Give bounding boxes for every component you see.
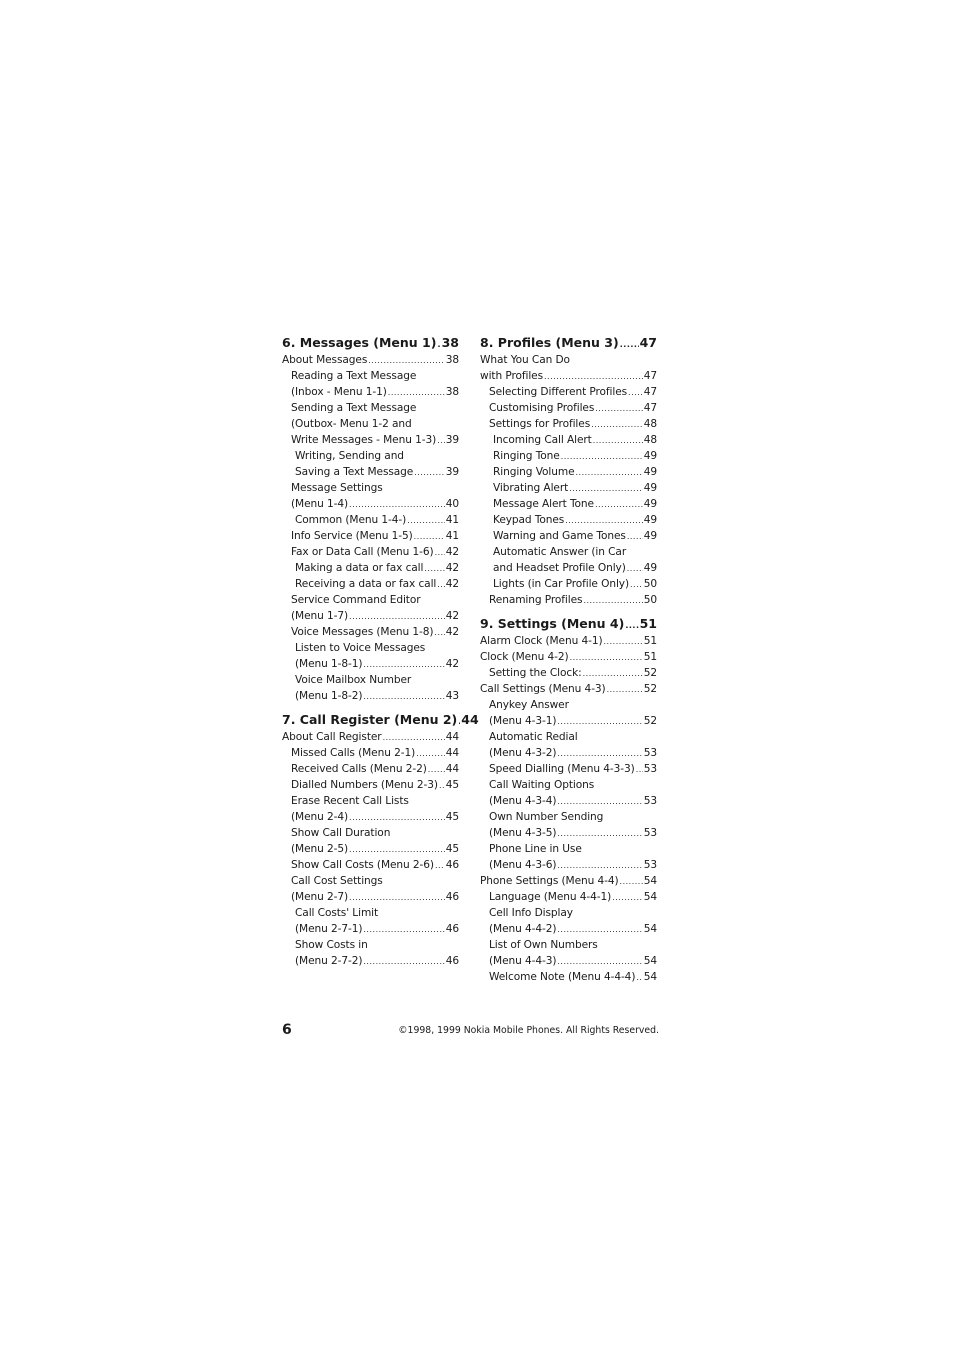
- dot-leader: [557, 746, 642, 762]
- page-ref: 48: [643, 434, 657, 446]
- toc-entry: [282, 624, 459, 640]
- page-ref: 42: [445, 626, 459, 638]
- page-ref: 45: [445, 811, 459, 823]
- toc-entry: [282, 729, 459, 745]
- entry-title: Welcome Note (Menu 4-4-4): [489, 971, 636, 983]
- page-ref: 49: [643, 514, 657, 526]
- toc-entry: [480, 352, 657, 368]
- dot-leader: [363, 657, 444, 673]
- dot-leader: [363, 922, 444, 938]
- page-ref: 53: [643, 827, 657, 839]
- toc-entry: [480, 592, 657, 608]
- page-ref: 39: [445, 466, 459, 478]
- dot-leader: [557, 714, 642, 730]
- toc-section-heading: [282, 711, 479, 729]
- entry-title: (Menu 4-3-5): [489, 827, 557, 839]
- toc-entry: [282, 464, 459, 480]
- entry-title: (Menu 4-3-2): [489, 747, 557, 759]
- toc-entry: [480, 416, 657, 432]
- toc-entry: [480, 665, 657, 681]
- toc-entry: [282, 576, 459, 592]
- dot-leader: [439, 778, 445, 794]
- toc-entry: [282, 841, 459, 857]
- toc-entry: [480, 921, 657, 937]
- dot-leader: [349, 842, 445, 858]
- entry-title: Customising Profiles: [489, 402, 595, 414]
- toc-entry: [282, 352, 459, 368]
- dot-leader: [388, 385, 445, 401]
- page-ref: 42: [445, 658, 459, 670]
- entry-title: Missed Calls (Menu 2-1): [291, 747, 416, 759]
- page-ref: 44: [445, 731, 459, 743]
- entry-title: Erase Recent Call Lists: [291, 795, 409, 807]
- toc-section-heading: [480, 615, 657, 633]
- entry-title: Call Cost Settings: [291, 875, 383, 887]
- entry-title: Vibrating Alert: [493, 482, 569, 494]
- dot-leader: [576, 465, 643, 481]
- entry-title: Show Costs in: [295, 939, 368, 951]
- dot-leader: [570, 650, 643, 666]
- entry-title: Incoming Call Alert: [493, 434, 592, 446]
- dot-leader: [583, 593, 642, 609]
- page-ref: 54: [643, 875, 657, 887]
- entry-title: Settings for Profiles: [489, 418, 591, 430]
- page-ref: 53: [643, 795, 657, 807]
- toc-entry: [282, 761, 459, 777]
- page-ref: 49: [643, 498, 657, 510]
- entry-title: Write Messages - Menu 1-3): [291, 434, 437, 446]
- toc-entry: [282, 416, 459, 432]
- entry-title: Reading a Text Message: [291, 370, 417, 382]
- dot-leader: [557, 922, 642, 938]
- toc-entry: [480, 697, 657, 713]
- entry-title: What You Can Do: [480, 354, 570, 366]
- dot-leader: [630, 577, 643, 593]
- toc-entry: [480, 761, 657, 777]
- entry-title: Dialled Numbers (Menu 2-3): [291, 779, 438, 791]
- toc-entry: [480, 793, 657, 809]
- page-ref: 46: [445, 891, 459, 903]
- page-ref: 44: [445, 747, 459, 759]
- entry-title: Making a data or fax call: [295, 562, 424, 574]
- entry-title: Message Alert Tone: [493, 498, 594, 510]
- toc-left-column: [282, 334, 479, 969]
- page-ref: 47: [643, 402, 657, 414]
- page-number: 6: [282, 1022, 292, 1038]
- dot-leader: [437, 336, 440, 354]
- page-ref: 54: [643, 971, 657, 983]
- entry-title: (Menu 4-3-1): [489, 715, 557, 727]
- dot-leader: [407, 513, 445, 529]
- page-ref: 51: [643, 651, 657, 663]
- page-ref: 40: [445, 498, 459, 510]
- toc-entry: [480, 777, 657, 793]
- entry-title: Keypad Tones: [493, 514, 565, 526]
- entry-title: Clock (Menu 4-2): [480, 651, 569, 663]
- toc-entry: [480, 400, 657, 416]
- dot-leader: [437, 433, 445, 449]
- page-ref: 49: [643, 450, 657, 462]
- entry-title: Writing, Sending and: [295, 450, 404, 462]
- dot-leader: [612, 890, 643, 906]
- toc-entry: [282, 528, 459, 544]
- toc-entry: [282, 640, 459, 656]
- page-ref: 49: [643, 562, 657, 574]
- dot-leader: [428, 762, 445, 778]
- dot-leader: [628, 385, 643, 401]
- section-title: 8. Profiles (Menu 3): [480, 335, 619, 350]
- entry-title: Renaming Profiles: [489, 594, 583, 606]
- page-ref: 52: [643, 683, 657, 695]
- copyright-notice: ©1998, 1999 Nokia Mobile Phones. All Rights Reserved.: [398, 1025, 659, 1036]
- toc-entry: [282, 809, 459, 825]
- section-title: 6. Messages (Menu 1): [282, 335, 437, 350]
- dot-leader: [368, 353, 444, 369]
- toc-entry: [480, 905, 657, 921]
- toc-entry: [480, 464, 657, 480]
- entry-title: Message Settings: [291, 482, 383, 494]
- toc-entry: [282, 608, 459, 624]
- entry-title: Automatic Answer (in Car: [493, 546, 627, 558]
- section-title: 7. Call Register (Menu 2): [282, 712, 458, 727]
- toc-section-heading: [282, 334, 459, 352]
- page-ref: 52: [643, 667, 657, 679]
- toc-entry: [282, 825, 459, 841]
- toc-entry: [480, 649, 657, 665]
- entry-title: Fax or Data Call (Menu 1-6): [291, 546, 434, 558]
- page-ref: 45: [445, 779, 459, 791]
- toc-entry: [282, 544, 459, 560]
- page-ref: 45: [445, 843, 459, 855]
- entry-title: Phone Settings (Menu 4-4): [480, 875, 619, 887]
- page-ref: 51: [639, 616, 657, 631]
- toc-entry: [480, 576, 657, 592]
- toc-entry: [480, 889, 657, 905]
- dot-leader: [435, 545, 445, 561]
- dot-leader: [349, 890, 445, 906]
- dot-leader: [363, 689, 444, 705]
- page-ref: 49: [643, 530, 657, 542]
- toc-entry: [282, 672, 459, 688]
- entry-title: Cell Info Display: [489, 907, 573, 919]
- dot-leader: [349, 609, 445, 625]
- dot-leader: [424, 561, 444, 577]
- toc-entry: [480, 560, 657, 576]
- entry-title: Received Calls (Menu 2-2): [291, 763, 427, 775]
- toc-entry: [480, 953, 657, 969]
- dot-leader: [620, 336, 639, 354]
- dot-leader: [595, 401, 642, 417]
- toc-entry: [480, 480, 657, 496]
- toc-entry: [282, 400, 459, 416]
- toc-entry: [282, 480, 459, 496]
- entry-title: (Menu 2-5): [291, 843, 349, 855]
- dot-leader: [583, 666, 643, 682]
- entry-title: About Call Register: [282, 731, 382, 743]
- page-ref: 54: [643, 955, 657, 967]
- dot-leader: [557, 826, 642, 842]
- toc-entry: [282, 368, 459, 384]
- dot-leader: [437, 577, 444, 593]
- entry-title: Call Settings (Menu 4-3): [480, 683, 606, 695]
- entry-title: (Inbox - Menu 1-1): [291, 386, 387, 398]
- dot-leader: [565, 513, 643, 529]
- entry-title: (Menu 4-4-2): [489, 923, 557, 935]
- entry-title: Listen to Voice Messages: [295, 642, 426, 654]
- entry-title: Automatic Redial: [489, 731, 578, 743]
- page-ref: 41: [445, 530, 459, 542]
- page-ref: 49: [643, 482, 657, 494]
- toc-entry: [480, 873, 657, 889]
- toc-entry: [480, 969, 657, 985]
- toc-entry: [480, 432, 657, 448]
- dot-leader: [414, 465, 445, 481]
- entry-title: and Headset Profile Only): [493, 562, 626, 574]
- entry-title: Call Costs' Limit: [295, 907, 379, 919]
- entry-title: with Profiles: [480, 370, 544, 382]
- dot-leader: [569, 481, 643, 497]
- dot-leader: [557, 794, 642, 810]
- entry-title: Voice Mailbox Number: [295, 674, 412, 686]
- toc-entry: [480, 528, 657, 544]
- page-ref: 52: [643, 715, 657, 727]
- entry-title: (Menu 4-3-6): [489, 859, 557, 871]
- toc-entry: [282, 921, 459, 937]
- page-ref: 46: [445, 859, 459, 871]
- dot-leader: [349, 810, 445, 826]
- dot-leader: [434, 625, 444, 641]
- toc-entry: [282, 512, 459, 528]
- toc-entry: [282, 592, 459, 608]
- entry-title: (Menu 2-4): [291, 811, 349, 823]
- entry-title: Own Number Sending: [489, 811, 604, 823]
- page-ref: 42: [445, 610, 459, 622]
- dot-leader: [625, 617, 638, 635]
- toc-entry: [480, 681, 657, 697]
- toc-entry: [282, 688, 459, 704]
- toc-entry: [480, 384, 657, 400]
- page-ref: 44: [461, 712, 479, 727]
- toc-entry: [480, 448, 657, 464]
- dot-leader: [544, 369, 643, 385]
- page-ref: 53: [643, 747, 657, 759]
- toc-entry: [480, 368, 657, 384]
- entry-title: (Menu 2-7-1): [295, 923, 363, 935]
- entry-title: Service Command Editor: [291, 594, 421, 606]
- entry-title: (Menu 1-7): [291, 610, 349, 622]
- page-ref: 42: [445, 562, 459, 574]
- dot-leader: [591, 417, 643, 433]
- toc-entry: [480, 841, 657, 857]
- dot-leader: [595, 497, 643, 513]
- entry-title: (Menu 2-7): [291, 891, 349, 903]
- entry-title: (Outbox- Menu 1-2 and: [291, 418, 412, 430]
- entry-title: Common (Menu 1-4-): [295, 514, 407, 526]
- toc-entry: [282, 905, 459, 921]
- page-ref: 49: [643, 466, 657, 478]
- entry-title: Speed Dialling (Menu 4-3-3): [489, 763, 635, 775]
- toc-entry: [480, 729, 657, 745]
- page-ref: 41: [445, 514, 459, 526]
- page-ref: 46: [445, 955, 459, 967]
- toc-entry: [480, 512, 657, 528]
- entry-title: Ringing Volume: [493, 466, 575, 478]
- toc-entry: [480, 825, 657, 841]
- page-ref: 38: [441, 335, 459, 350]
- page-ref: 39: [445, 434, 459, 446]
- entry-title: About Messages: [282, 354, 368, 366]
- entry-title: Call Waiting Options: [489, 779, 595, 791]
- toc-entry: [480, 544, 657, 560]
- entry-title: Sending a Text Message: [291, 402, 417, 414]
- entry-title: Show Call Costs (Menu 2-6): [291, 859, 434, 871]
- page-ref: 38: [445, 354, 459, 366]
- toc-entry: [282, 656, 459, 672]
- dot-leader: [349, 497, 445, 513]
- toc-entry: [282, 777, 459, 793]
- page-ref: 48: [643, 418, 657, 430]
- page-ref: 51: [643, 635, 657, 647]
- dot-leader: [604, 634, 643, 650]
- dot-leader: [557, 858, 642, 874]
- toc-entry: [282, 857, 459, 873]
- page-ref: 42: [445, 578, 459, 590]
- page-ref: 47: [643, 386, 657, 398]
- dot-leader: [627, 561, 643, 577]
- dot-leader: [416, 746, 445, 762]
- dot-leader: [593, 433, 643, 449]
- page-ref: 44: [445, 763, 459, 775]
- entry-title: Phone Line in Use: [489, 843, 582, 855]
- entry-title: (Menu 4-4-3): [489, 955, 557, 967]
- toc-entry: [480, 713, 657, 729]
- toc-entry: [480, 745, 657, 761]
- toc-entry: [282, 937, 459, 953]
- entry-title: (Menu 1-4): [291, 498, 349, 510]
- toc-entry: [282, 873, 459, 889]
- page-ref: 46: [445, 923, 459, 935]
- dot-leader: [414, 529, 445, 545]
- entry-title: Info Service (Menu 1-5): [291, 530, 413, 542]
- page-ref: 53: [643, 763, 657, 775]
- entry-title: Ringing Tone: [493, 450, 560, 462]
- dot-leader: [383, 730, 445, 746]
- toc-entry: [480, 496, 657, 512]
- entry-title: Selecting Different Profiles: [489, 386, 628, 398]
- entry-title: (Menu 4-3-4): [489, 795, 557, 807]
- dot-leader: [620, 874, 643, 890]
- dot-leader: [627, 529, 643, 545]
- dot-leader: [636, 762, 643, 778]
- entry-title: (Menu 2-7-2): [295, 955, 363, 967]
- toc-entry: [282, 953, 459, 969]
- entry-title: Warning and Game Tones: [493, 530, 626, 542]
- toc-right-column: [480, 334, 657, 985]
- dot-leader: [557, 954, 642, 970]
- toc-entry: [282, 432, 459, 448]
- toc-entry: [282, 745, 459, 761]
- page-ref: 42: [445, 546, 459, 558]
- dot-leader: [363, 954, 444, 970]
- dot-leader: [561, 449, 643, 465]
- dot-leader: [435, 858, 445, 874]
- toc-entry: [480, 633, 657, 649]
- page-ref: 50: [643, 594, 657, 606]
- entry-title: Receiving a data or fax call: [295, 578, 437, 590]
- toc-entry: [282, 384, 459, 400]
- toc-entry: [282, 793, 459, 809]
- entry-title: (Menu 1-8-2): [295, 690, 363, 702]
- page-ref: 54: [643, 891, 657, 903]
- toc-entry: [480, 857, 657, 873]
- toc-section-heading: [480, 334, 657, 352]
- page-ref: 38: [445, 386, 459, 398]
- entry-title: Lights (in Car Profile Only): [493, 578, 629, 590]
- toc-entry: [282, 448, 459, 464]
- page-ref: 47: [643, 370, 657, 382]
- entry-title: List of Own Numbers: [489, 939, 598, 951]
- entry-title: Setting the Clock:: [489, 667, 582, 679]
- entry-title: Anykey Answer: [489, 699, 569, 711]
- section-title: 9. Settings (Menu 4): [480, 616, 625, 631]
- page-ref: 53: [643, 859, 657, 871]
- dot-leader: [607, 682, 643, 698]
- page-ref: 43: [445, 690, 459, 702]
- toc-entry: [282, 496, 459, 512]
- dot-leader: [636, 970, 642, 986]
- entry-title: Language (Menu 4-4-1): [489, 891, 612, 903]
- toc-entry: [282, 560, 459, 576]
- toc-entry: [480, 809, 657, 825]
- entry-title: Alarm Clock (Menu 4-1): [480, 635, 603, 647]
- toc-entry: [282, 889, 459, 905]
- entry-title: Saving a Text Message: [295, 466, 414, 478]
- entry-title: Show Call Duration: [291, 827, 391, 839]
- page-ref: 50: [643, 578, 657, 590]
- page-ref: 47: [639, 335, 657, 350]
- entry-title: Voice Messages (Menu 1-8): [291, 626, 434, 638]
- toc-entry: [480, 937, 657, 953]
- entry-title: (Menu 1-8-1): [295, 658, 363, 670]
- page-ref: 54: [643, 923, 657, 935]
